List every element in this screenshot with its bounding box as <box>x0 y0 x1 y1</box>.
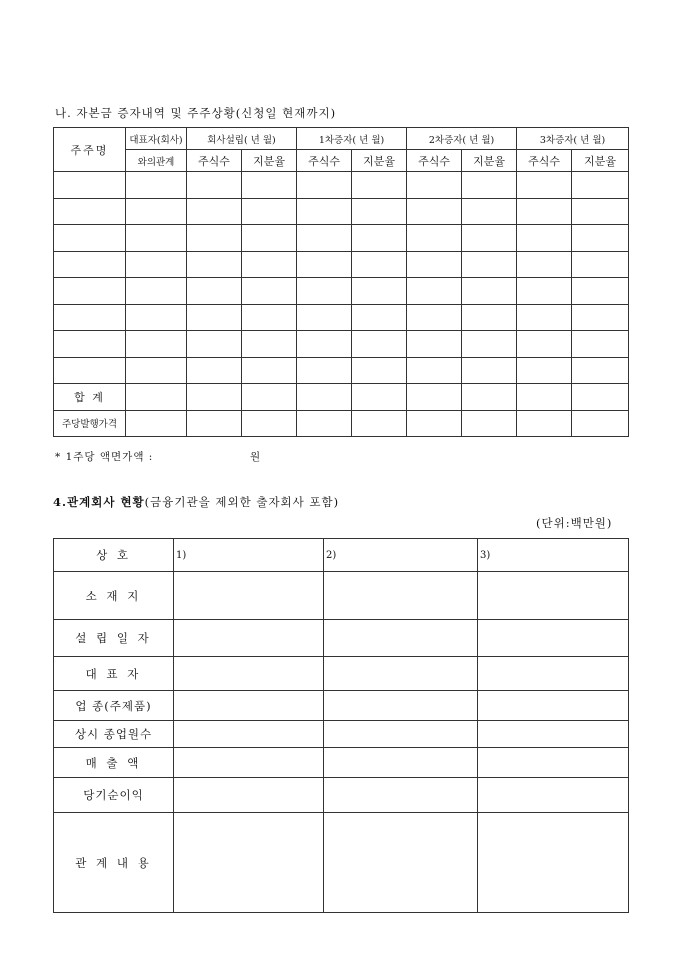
shares-header: 주식수 <box>517 150 572 172</box>
section-b-title: 나. 자본금 증자내역 및 주주상황(신청일 현재까지) <box>55 106 337 120</box>
table-row <box>54 198 629 225</box>
row-label-business-type: 업 종(주제품) <box>54 691 174 721</box>
table-row <box>54 657 629 691</box>
shares-header: 주식수 <box>407 150 462 172</box>
period-header-increase-2: 2차증자( 년 월) <box>407 128 517 150</box>
issue-price-label: 주당발행가격 <box>54 410 126 437</box>
row-label-location: 소 재 지 <box>54 572 174 620</box>
table-row <box>54 572 629 620</box>
relation-header-bottom: 와의관계 <box>126 150 187 172</box>
total-row <box>54 384 629 411</box>
row-label-relationship: 관 계 내 용 <box>54 813 174 913</box>
ratio-header: 지분율 <box>352 150 407 172</box>
table-row <box>54 813 629 913</box>
shares-header: 주식수 <box>297 150 352 172</box>
column-number-2: 2) <box>324 539 478 572</box>
period-header-increase-3: 3차증자( 년 월) <box>517 128 629 150</box>
period-header-establish: 회사설립( 년 월) <box>187 128 297 150</box>
ratio-header: 지분율 <box>242 150 297 172</box>
section-4-title-bold: 4.관계회사 현황 <box>53 495 145 509</box>
table-row <box>54 251 629 278</box>
total-label: 합 계 <box>54 384 126 411</box>
row-label-representative: 대 표 자 <box>54 657 174 691</box>
par-value-unit: 원 <box>250 451 262 463</box>
affiliate-table <box>53 538 629 913</box>
column-number-1: 1) <box>174 539 324 572</box>
table-row <box>54 748 629 778</box>
table-row <box>54 721 629 748</box>
issue-price-row <box>54 410 629 437</box>
table-row <box>54 278 629 305</box>
table-row <box>54 357 629 384</box>
shares-header: 주식수 <box>187 150 242 172</box>
section-4-title-rest: (금융기관을 제외한 출자회사 포함) <box>144 495 340 509</box>
period-header-increase-1: 1차증자( 년 월) <box>297 128 407 150</box>
table-row <box>54 691 629 721</box>
row-label-sales: 매 출 액 <box>54 748 174 778</box>
column-number-3: 3) <box>478 539 629 572</box>
table-row <box>54 225 629 252</box>
row-label-net-income: 당기순이익 <box>54 778 174 813</box>
table-row <box>54 304 629 331</box>
table-row <box>54 539 629 572</box>
table-row <box>54 172 629 199</box>
row-label-company-name: 상 호 <box>54 539 174 572</box>
table-row <box>54 778 629 813</box>
section-4-title <box>53 495 339 509</box>
table-row <box>54 620 629 657</box>
par-value-note: * 1주당 액면가액 : <box>55 451 154 463</box>
shareholder-table <box>53 127 629 437</box>
shareholder-name-header: 주주명 <box>54 128 126 172</box>
ratio-header: 지분율 <box>572 150 629 172</box>
relation-header-top: 대표자(회사) <box>126 128 187 150</box>
unit-label: (단위:백만원) <box>536 516 613 530</box>
row-label-employees: 상시 종업원수 <box>54 721 174 748</box>
ratio-header: 지분율 <box>462 150 517 172</box>
row-label-established-date: 설 립 일 자 <box>54 620 174 657</box>
table-row <box>54 331 629 358</box>
